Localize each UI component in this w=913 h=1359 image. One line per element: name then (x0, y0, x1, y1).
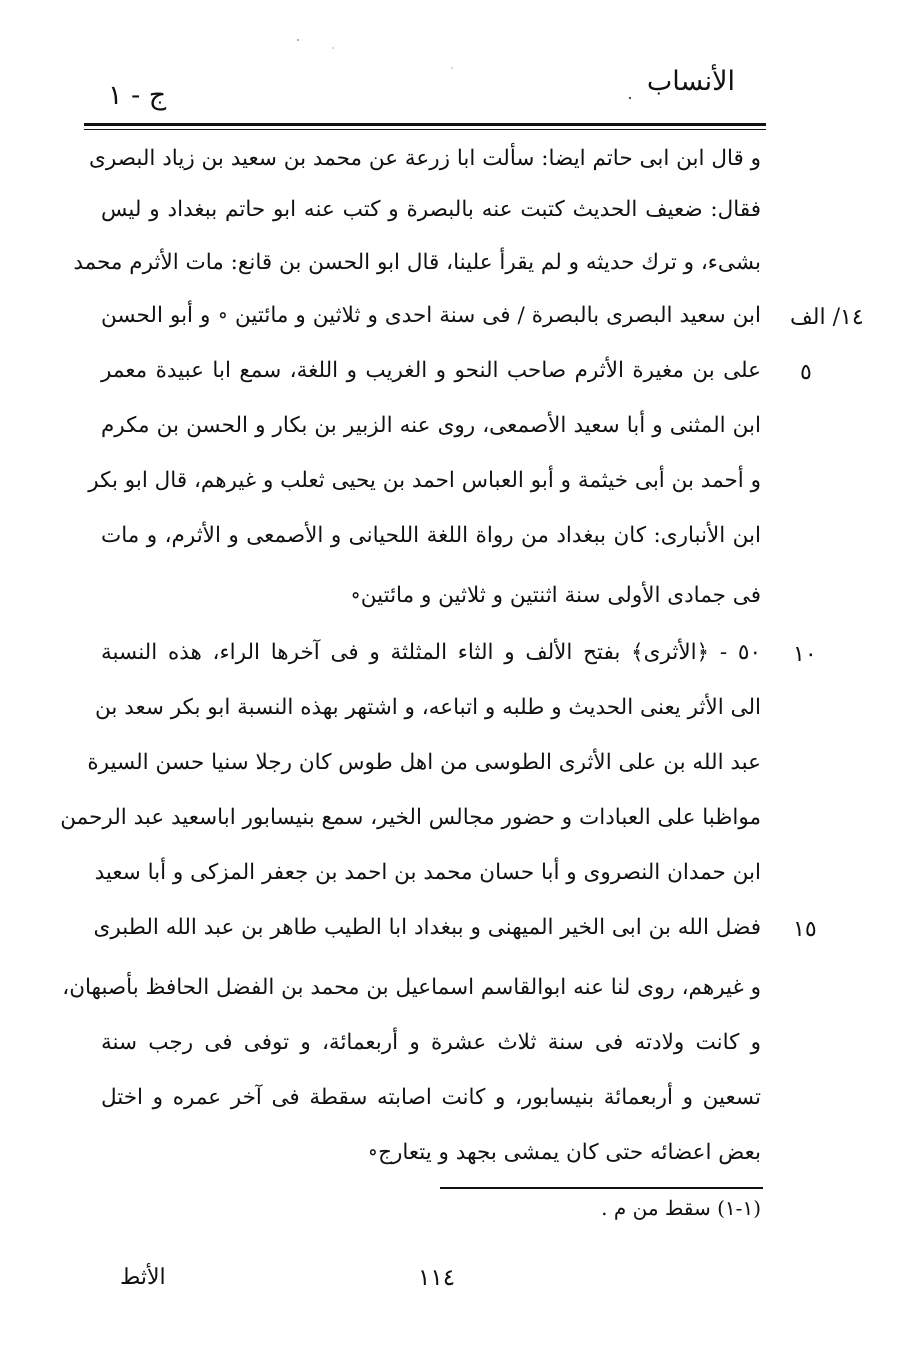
running-title: الأنساب (646, 66, 735, 97)
text-line: بعض اعضائه حتى كان يمشى بجهد و يتعارج∘ (367, 1140, 761, 1165)
text-line: ابن حمدان النصروى و أبا حسان محمد بن احمد بن جعفر المزكى و أبا سعيد (94, 860, 761, 885)
text-line: فضل الله بن ابى الخير الميهنى و ببغداد ابا الطيب طاهر بن عبد الله الطبرى (93, 915, 761, 940)
text-line: على بن مغيرة الأثرم صاحب النحو و الغريب و اللغة، سمع ابا عبيدة معمر (101, 358, 761, 383)
text-line: عبد الله بن على الأثرى الطوسى من اهل طوس كان رجلا سنيا حسن السيرة (87, 750, 761, 775)
text-line: ابن الأنبارى: كان ببغداد من رواة اللغة اللحيانى و الأصمعى و الأثرم، و مات (101, 523, 761, 548)
text-line: ٥٠ - ﴿الأثرى﴾ بفتح الألف و الثاء المثلثة و فى آخرها الراء، هذه النسبة (101, 640, 761, 665)
text-line: مواظبا على العبادات و حضور مجالس الخير، سمع بنيسابور اباسعيد عبد الرحمن (60, 805, 761, 830)
text-line: ابن سعيد البصرى بالبصرة / فى سنة احدى و ثلاثين و مائتين ∘ و أبو الحسن (101, 303, 761, 328)
margin-line-number: ١٥ (793, 917, 817, 942)
text-line: فى جمادى الأولى سنة اثنتين و ثلاثين و مائتين∘ (350, 583, 761, 608)
text-line: و غيرهم، روى لنا عنه ابوالقاسم اسماعيل بن محمد بن الفضل الحافظ بأصبهان، (62, 975, 761, 1000)
margin-line-number: ٥ (800, 360, 812, 385)
margin-line-number: ١٠ (793, 642, 817, 667)
margin-folio-reference: ١٤/ الف (790, 305, 864, 330)
text-line: و كانت ولادته فى سنة ثلاث عشرة و أربعمائة، و توفى فى رجب سنة (101, 1030, 761, 1055)
page-number: ١١٤ (418, 1265, 456, 1291)
text-line: الى الأثر يعنى الحديث و طلبه و اتباعه، و اشتهر بهذه النسبة ابو بكر سعد بن (95, 695, 761, 720)
footnote: (١-١) سقط من م . (601, 1196, 761, 1220)
volume-label: ج - ١ (108, 80, 167, 111)
text-line: تسعين و أربعمائة بنيسابور، و كانت اصابته سقطة فى آخر عمره و اختل (101, 1085, 761, 1110)
text-line: ابن المثنى و أبا سعيد الأصمعى، روى عنه الزبير بن بكار و الحسن بن مكرم (101, 413, 761, 438)
catchword: الأثط (120, 1265, 166, 1290)
text-line: فقال: ضعيف الحديث كتبت عنه بالبصرة و كتب عنه ابو حاتم ببغداد و ليس (101, 197, 761, 222)
text-line: و أحمد بن أبى خيثمة و أبو العباس احمد بن يحيى ثعلب و غيرهم، قال ابو بكر (88, 468, 761, 493)
text-line: و قال ابن ابى حاتم ايضا: سألت ابا زرعة عن محمد بن سعيد بن زياد البصرى (89, 146, 761, 171)
text-line: بشىء، و ترك حديثه و لم يقرأ علينا، قال ابو الحسن بن قانع: مات الأثرم محمد (73, 250, 761, 275)
